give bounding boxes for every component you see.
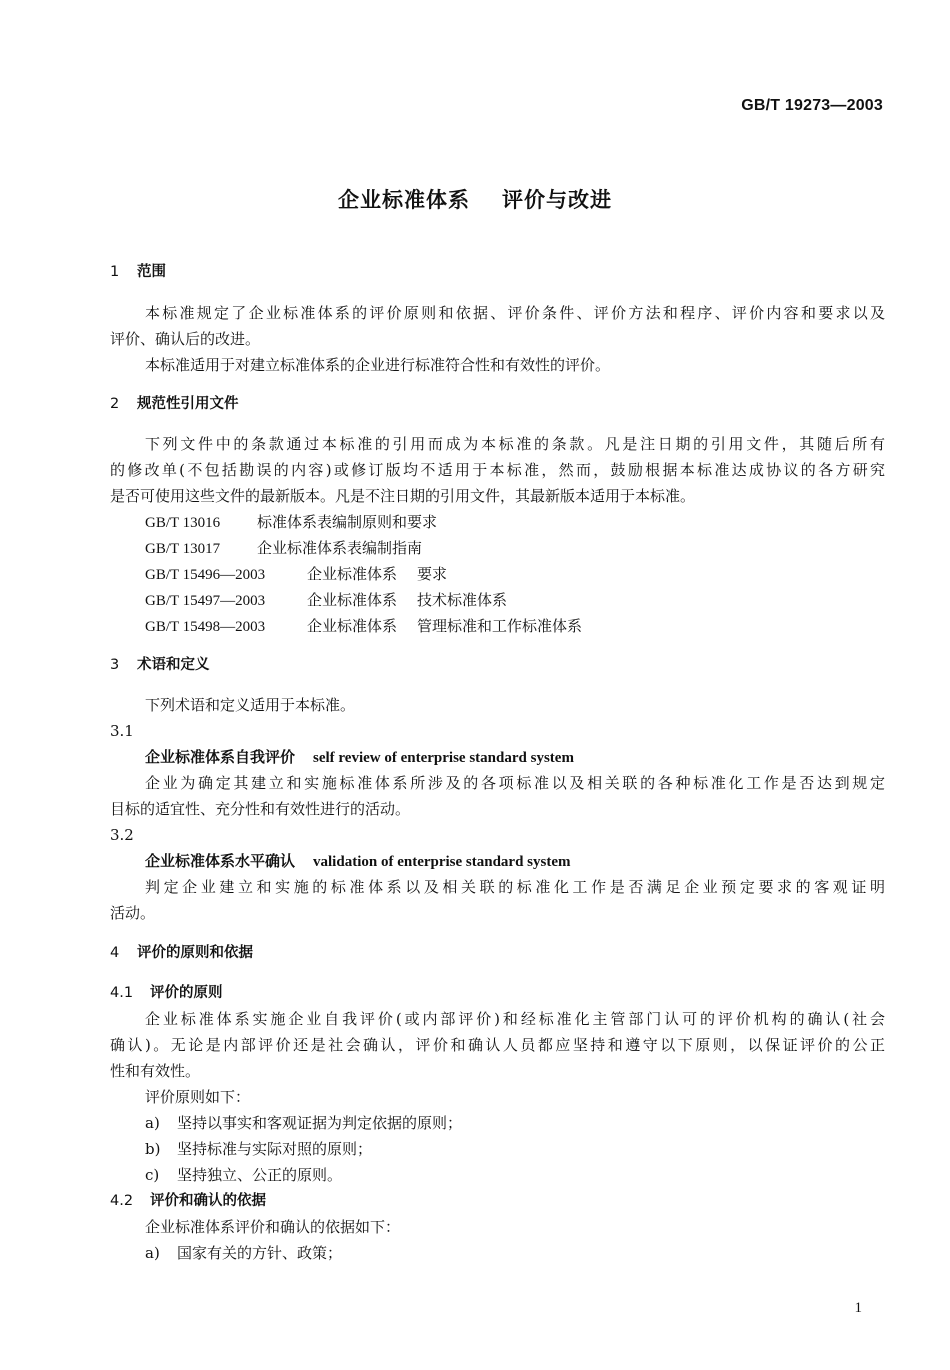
- list-item: b) 坚持标准与实际对照的原则；: [145, 1140, 373, 1158]
- subsection-4-1-paragraph-line: 确认)。无论是内部评价还是社会确认，评价和确认人员都应坚持和遵守以下原则，以保证评价的公正: [110, 1036, 885, 1054]
- reference-item: GB/T 15498—2003 企业标准体系 管理标准和工作标准体系: [145, 617, 583, 635]
- term-title: 企业标准体系自我评价 self review of enterprise standard system: [145, 748, 574, 766]
- reference-item: GB/T 13016 标准体系表编制原则和要求: [145, 513, 438, 531]
- term-definition-line: 目标的适宜性、充分性和有效性进行的活动。: [110, 800, 411, 818]
- subsection-4-1-paragraph-line: 企业标准体系实施企业自我评价(或内部评价)和经标准化主管部门认可的评价机构的确认(社会: [145, 1010, 885, 1028]
- standard-number: GB/T 19273—2003: [741, 97, 883, 114]
- term-number: 3.1: [110, 722, 134, 740]
- section-4-heading: 4 评价的原则和依据: [110, 945, 253, 961]
- reference-item: GB/T 15497—2003 企业标准体系 技术标准体系: [145, 591, 508, 609]
- section-2-paragraph-line: 是否可使用这些文件的最新版本。凡是不注日期的引用文件，其最新版本适用于本标准。: [110, 487, 696, 505]
- term-definition-line: 企业为确定其建立和实施标准体系所涉及的各项标准以及相关联的各种标准化工作是否达到规定: [145, 774, 885, 792]
- list-item: c) 坚持独立、公正的原则。: [145, 1166, 343, 1184]
- subsection-4-1-heading: 4.1 评价的原则: [110, 985, 223, 1001]
- section-1-paragraph-2: 本标准适用于对建立标准体系的企业进行标准符合性和有效性的评价。: [145, 356, 611, 374]
- term-title: 企业标准体系水平确认 validation of enterprise standard system: [145, 852, 571, 870]
- section-2-paragraph-line: 的修改单(不包括勘误的内容)或修订版均不适用于本标准，然而，鼓励根据本标准达成协议的各方研究: [110, 461, 885, 479]
- page-title: [0, 184, 950, 214]
- subsection-4-1-paragraph-2: 评价原则如下：: [145, 1088, 251, 1106]
- subsection-4-1-paragraph-line: 性和有效性。: [110, 1062, 201, 1080]
- subsection-4-2-paragraph: 企业标准体系评价和确认的依据如下：: [145, 1218, 401, 1236]
- list-item: a) 国家有关的方针、政策；: [145, 1244, 343, 1262]
- section-2-paragraph-line: 下列文件中的条款通过本标准的引用而成为本标准的条款。凡是注日期的引用文件，其随后所有: [145, 435, 885, 453]
- title-part-2: 评价与改进: [502, 188, 612, 212]
- term-number: 3.2: [110, 826, 134, 844]
- term-definition-line: 活动。: [110, 904, 156, 922]
- reference-item: GB/T 15496—2003 企业标准体系 要求: [145, 565, 448, 583]
- section-2-heading: 2 规范性引用文件: [110, 396, 239, 412]
- section-1-paragraph-line: 本标准规定了企业标准体系的评价原则和依据、评价条件、评价方法和程序、评价内容和要求以及: [145, 304, 885, 322]
- list-item: a) 坚持以事实和客观证据为判定依据的原则；: [145, 1114, 463, 1132]
- section-1-paragraph-line: 评价、确认后的改进。: [110, 330, 261, 348]
- reference-item: GB/T 13017 企业标准体系表编制指南: [145, 539, 423, 557]
- section-3-intro: 下列术语和定义适用于本标准。: [145, 696, 356, 714]
- section-3-heading: 3 术语和定义: [110, 657, 210, 673]
- subsection-4-2-heading: 4.2 评价和确认的依据: [110, 1193, 266, 1209]
- term-definition-line: 判定企业建立和实施的标准体系以及相关联的标准化工作是否满足企业预定要求的客观证明: [145, 878, 885, 896]
- title-part-1: 企业标准体系: [338, 188, 470, 212]
- section-1-heading: 1 范围: [110, 264, 166, 280]
- page-number: 1: [854, 1300, 862, 1316]
